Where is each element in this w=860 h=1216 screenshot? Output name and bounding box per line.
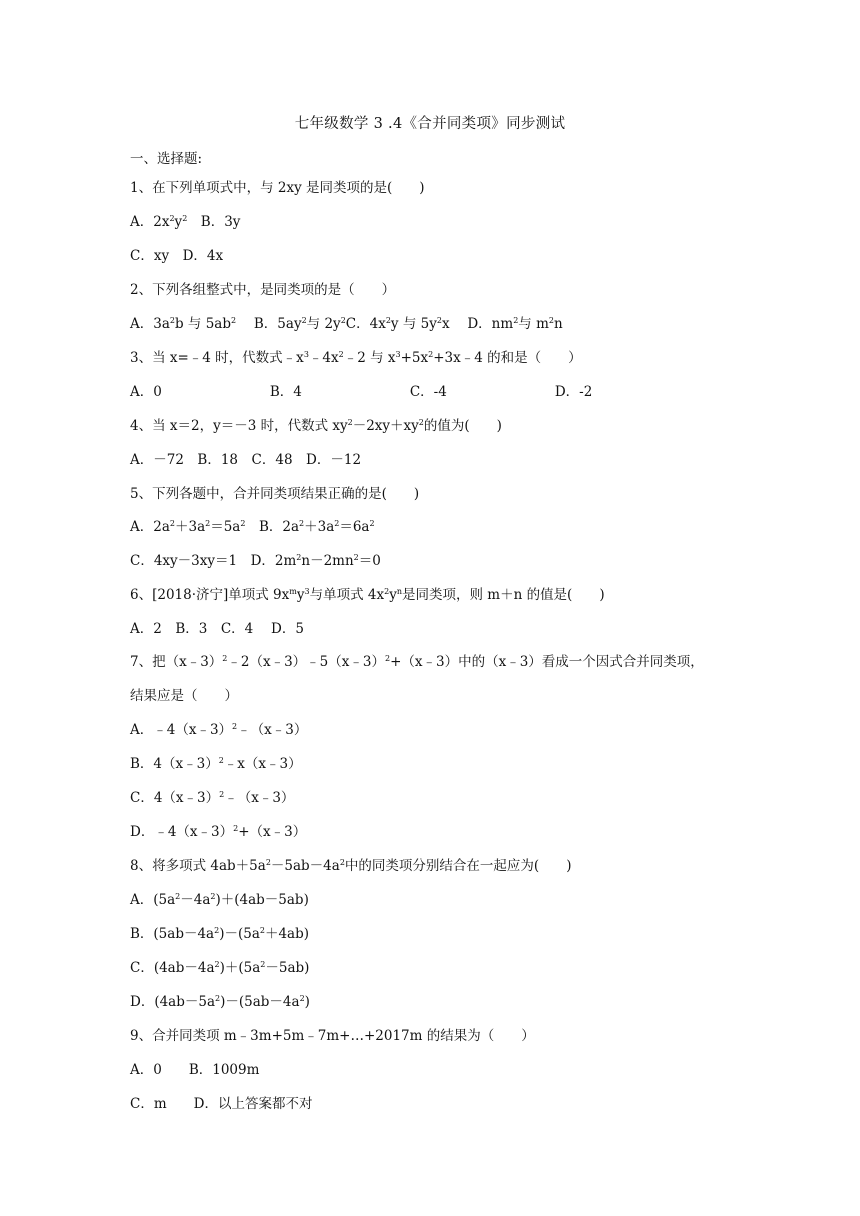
- question-line: A．﹣4（x﹣3）$^2$﹣（x﹣3）: [130, 722, 308, 738]
- question-line: A．$2x^2y^2$ B．3y: [130, 214, 241, 230]
- question-line: A．0 B．1009m: [130, 1062, 260, 1078]
- question-line: 2、下列各组整式中，是同类项的是（ ）: [130, 282, 396, 298]
- question-line: 3、当 x=﹣4 时，代数式$﹣x^3﹣4x^2﹣2$ 与 $x^3+5x^2+3x﹣4$ 的和是（ ）: [130, 350, 582, 366]
- question-line: A．2 B．3 C．4 D．5: [130, 621, 304, 637]
- question-line: A．$(5a^2-4a^2)+(4ab-5ab)$: [130, 892, 309, 908]
- question-line: C．m D．以上答案都不对: [130, 1096, 313, 1112]
- question-line: 1、在下列单项式中，与 2xy 是同类项的是( ): [130, 180, 425, 196]
- question-line: C．$(4ab-4a^2)+(5a^2-5ab)$: [130, 960, 310, 976]
- question-line: 9、合并同类项 m﹣3m+5m﹣7m+…+2017m 的结果为（ ）: [130, 1028, 535, 1044]
- question-line: 结果应是（ ）: [130, 688, 238, 704]
- question-line: B．$(5ab-4a^2)-(5a^2+4ab)$: [130, 926, 310, 942]
- question-line: 4、当 x＝2，y＝－3 时，代数式 $xy^2-2xy+xy^2$的值为( ): [130, 418, 502, 434]
- question-line: D．$(4ab-5a^2)-(5ab-4a^2)$: [130, 994, 310, 1010]
- question-line: C．4（x﹣3）$^2$﹣（x﹣3）: [130, 790, 295, 806]
- question-line: C．4xy－3xy＝1 D．$2m^2n-2mn^2=0$: [130, 553, 381, 569]
- question-line: A．$3a^2b$ 与 $5ab^2$ B．$5ay^2$与 $2y^2C$．$4x^2y$ 与 $5y^2x$ D．$nm^2$与 $m^2n$: [130, 316, 563, 332]
- section-heading: 一、选择题:: [130, 151, 203, 167]
- question-line: 8、将多项式 $4ab+5a^2-5ab-4a^2$中的同类项分别结合在一起应为( ): [130, 858, 572, 874]
- question-line: A．－72 B．18 C．48 D．－12: [130, 452, 362, 468]
- question-line: 6、[2018·济宁]单项式 $9x^my^3$与单项式 $4x^2y^n$是同类项，则 m＋n 的值是( ): [130, 587, 605, 603]
- question-line: B．4（x﹣3）$^2$﹣x（x﹣3）: [130, 756, 302, 772]
- question-line: 5、下列各题中，合并同类项结果正确的是( ): [130, 486, 420, 502]
- question-line: C．xy D．4x: [130, 248, 224, 264]
- question-line: 7、把（x﹣3）$^2$﹣2（x﹣3）﹣5（x﹣3）$^2$+（x﹣3）中的（x﹣3）看成一个因式合并同类项，: [130, 654, 704, 670]
- question-line: D．﹣4（x﹣3）$^2$+（x﹣3）: [130, 824, 307, 840]
- document-title: 七年级数学 3 .4《合并同类项》同步测试: [294, 116, 566, 132]
- question-line: A．$2a^2+3a^2=5a^2$ B．$2a^2+3a^2=6a^2$: [130, 519, 375, 535]
- question-line: A．0 B．4 C．-4 D．-2: [130, 384, 593, 400]
